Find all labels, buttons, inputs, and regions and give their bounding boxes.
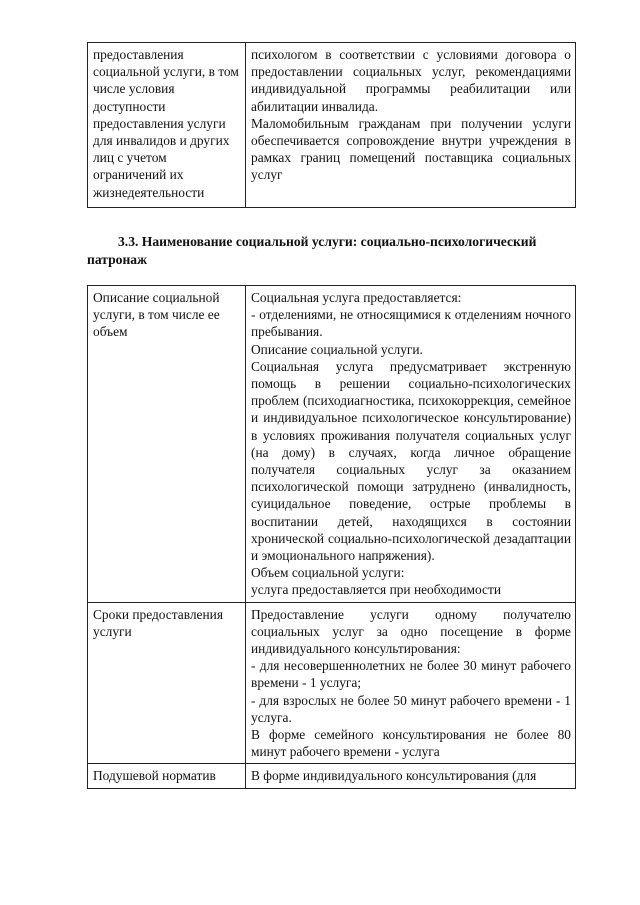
- table-cell-label: Описание социальной услуги, в том числе ее объем: [88, 286, 246, 603]
- table-row: [88, 43, 576, 208]
- section-number: 3.3.: [118, 234, 139, 249]
- paragraph: Маломобильным гражданам при получении услуги обеспечивается сопровождение внутри учреждения в рамках границ помещений поставщика социальных услуг: [251, 115, 571, 183]
- paragraph: услуга предоставляется при необходимости: [251, 582, 501, 598]
- table-cell-label: Сроки предоставления услуги: [88, 602, 246, 764]
- paragraph: психологом в соответствии с условиями договора о предоставлении социальных услуг, рекомендациями индивидуальной программы реабилитации или абилитации инвалида.: [251, 47, 571, 114]
- table-cell-content: [246, 602, 576, 764]
- paragraph: Описание социальной услуги.: [251, 341, 423, 357]
- paragraph: В форме индивидуального консультирования (для: [251, 768, 537, 784]
- paragraph: Социальная услуга предусматривает экстренную помощь в решении социально-психологических проблем (психодиагностика, психокоррекция, семейное и индивидуальное психологическое консультирование) в условиях проживания получателя социальных услуг (на дому) в случаях, когда личное обращение получателя социальных услуг за оказанием психологической помощи затруднено (инвалидность, суицидальное поведение, острые проблемы в воспитании детей, находящихся в состоянии хронической социально-психологической дезадаптации и эмоционального напряжения).: [251, 358, 571, 564]
- table-row: [88, 602, 576, 764]
- paragraph: В форме семейного консультирования не более 80 минут рабочего времени - услуга: [251, 727, 571, 760]
- paragraph: - для взрослых не более 50 минут рабочего времени - 1 услуга.: [251, 692, 571, 725]
- table-service-description: [87, 285, 576, 789]
- table-row: [88, 764, 576, 788]
- paragraph: - отделениями, не относящимися к отделениям ночного пребывания.: [251, 307, 571, 340]
- paragraph: Предоставление услуги одному получателю социальных услуг за одно посещение в форме индивидуального консультирования:: [251, 606, 571, 657]
- table-cell-label: предоставления социальной услуги, в том числе условия доступности предоставления услуги для инвалидов и других лиц с учетом ограничений их жизнедеятельности: [88, 43, 246, 208]
- paragraph: Социальная услуга предоставляется:: [251, 290, 462, 305]
- section-title: Наименование социальной услуги: социально-психологический патронаж: [87, 234, 537, 267]
- section-heading: [87, 233, 597, 269]
- table-cell-content: [246, 43, 576, 208]
- paragraph: Объем социальной услуги:: [251, 565, 405, 581]
- table-cell-content: [246, 764, 576, 788]
- table-cell-content: [246, 286, 576, 603]
- table-top-continuation: [87, 42, 576, 208]
- table-row: [88, 286, 576, 603]
- paragraph: - для несовершеннолетних не более 30 минут рабочего времени - 1 услуга;: [251, 658, 571, 691]
- table-cell-label: Подушевой норматив: [88, 764, 246, 788]
